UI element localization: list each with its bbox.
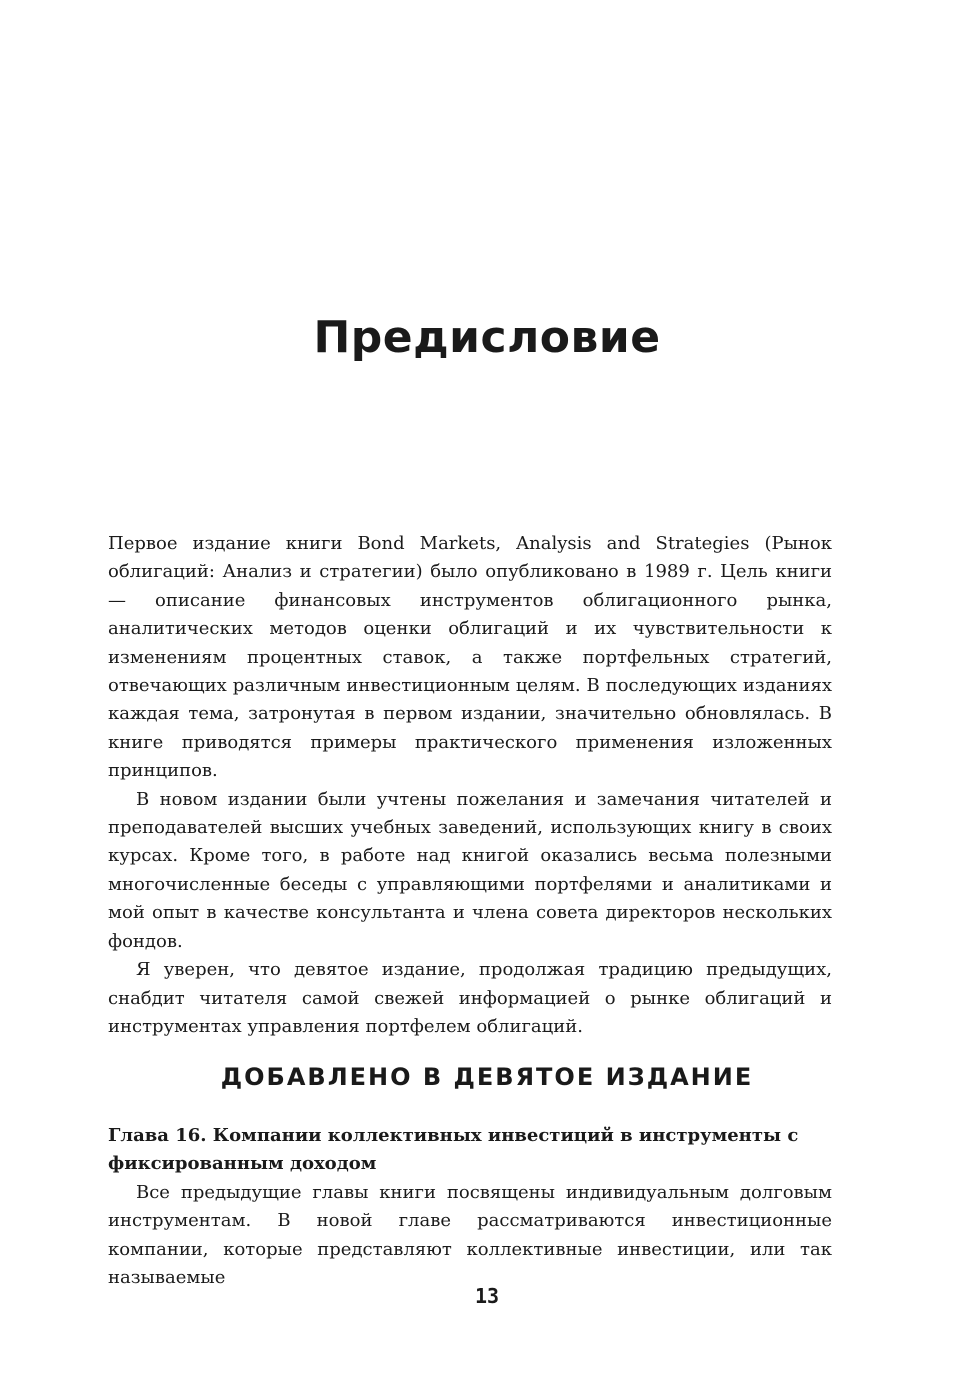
chapter-heading: Глава 16. Компании коллективных инвестиций в инструменты с фиксированным доходом xyxy=(108,1125,799,1175)
page-title: Предисловие xyxy=(313,312,661,363)
intro-paragraph-2: В новом издании были учтены пожелания и замечания читателей и преподавателей высших учебных заведений, использующих книгу в своих курсах. Кроме того, в работе над книгой оказались весьма полезными многочисленные беседы с управляющими портфелями и аналитиками и мой опыт в качестве консультанта и члена совета директоров нескольких фондов. xyxy=(108,788,832,952)
chapter-text: Все предыдущие главы книги посвящены индивидуальным долговым инструментам. В новой главе рассматриваются инвестиционные компании, которые представляют коллективные инвестиции, или так называемые xyxy=(108,1181,832,1289)
intro-paragraph-3: Я уверен, что девятое издание, продолжая традицию предыдущих, снабдит читателя самой свежей информацией о рынке облигаций и инструментах управления портфелем облигаций. xyxy=(108,959,832,1037)
chapter-block xyxy=(108,1122,832,1292)
page-number: 13 xyxy=(474,1284,500,1308)
intro-text xyxy=(108,530,832,1041)
section-heading: ДОБАВЛЕНО В ДЕВЯТОЕ ИЗДАНИЕ xyxy=(220,1063,754,1091)
intro-paragraph-1: Первое издание книги Bond Markets, Analysis and Strategies (Рынок облигаций: Анализ и стратегии) было опубликовано в 1989 г. Цель книги — описание финансовых инструментов облигационного рынка, аналитических методов оценки облигаций и их чувствительности к изменениям процентных ставок, а также портфельных стратегий, отвечающих различным инвестиционным целям. В последующих изданиях каждая тема, затронутая в первом издании, значительно обновлялась. В книге приводятся примеры практического применения изложенных принципов. xyxy=(108,533,832,782)
